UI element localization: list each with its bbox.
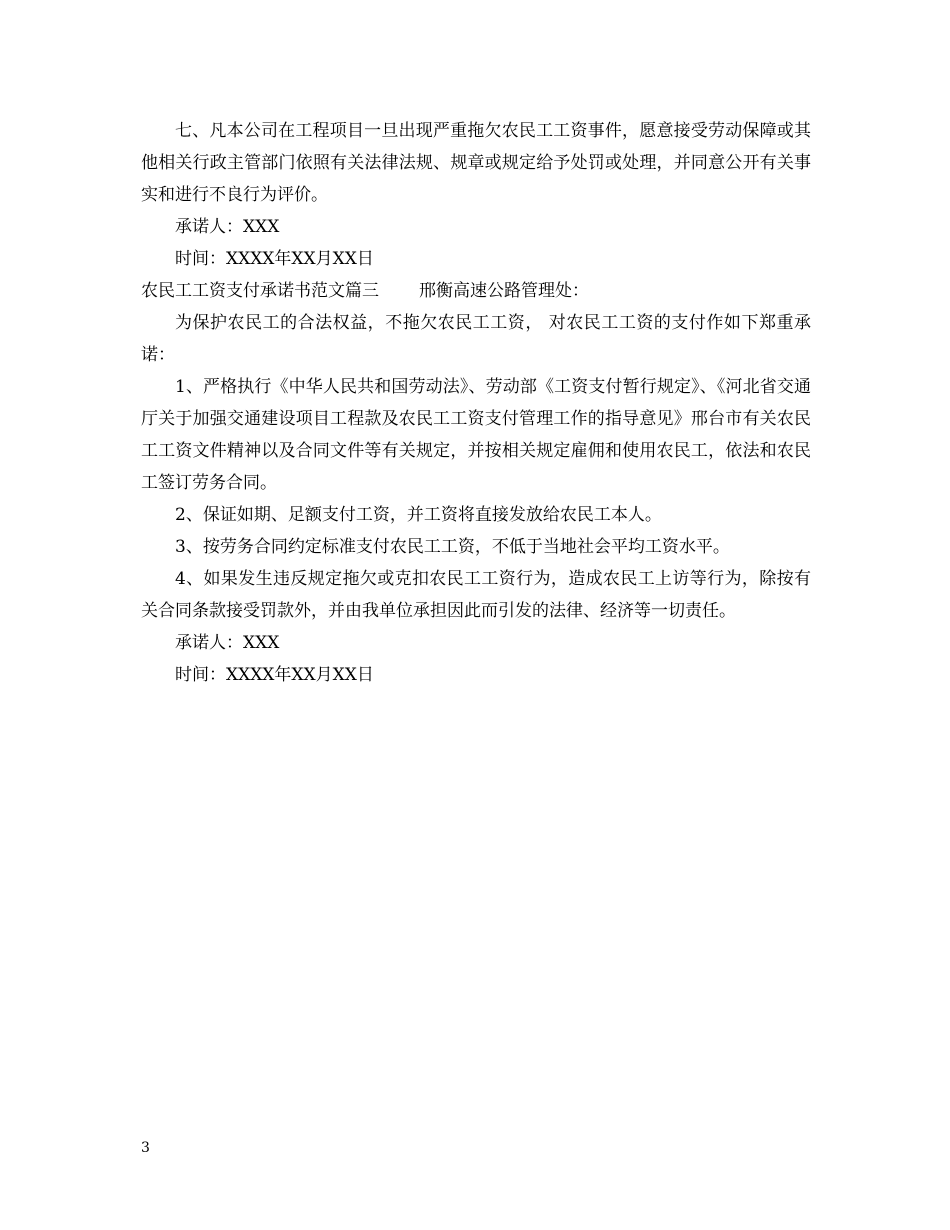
date-line-2: 时间：XXXX年XX月XX日 <box>175 665 374 685</box>
promisor-line-2: 承诺人：XXX <box>175 633 280 653</box>
section-heading <box>141 275 811 307</box>
commitment-item-1: 1、严格执行《中华人民共和国劳动法》、劳动部《工资支付暂行规定》、《河北省交通厅关于加强交通建设项目工程款及农民工工资支付管理工作的指导意见》邢台市有关农民工工资文件精神以及合同文件等有关规定，并按相关规定雇佣和使用农民工，依法和农民工签订劳务合同。 <box>141 377 811 493</box>
commitment-item-4: 4、如果发生违反规定拖欠或克扣农民工工资行为，造成农民工上访等行为，除按有关合同条款接受罚款外，并由我单位承担因此而引发的法律、经济等一切责任。 <box>141 569 811 621</box>
commitment-item-3: 3、按劳务合同约定标准支付农民工工资，不低于当地社会平均工资水平。 <box>175 537 730 557</box>
section-title: 农民工工资支付承诺书范文篇三 <box>141 281 379 301</box>
clause-seven: 七、凡本公司在工程项目一旦出现严重拖欠农民工工资事件，愿意接受劳动保障或其他相关行政主管部门依照有关法律法规、规章或规定给予处罚或处理，并同意公开有关事实和进行不良行为评价。 <box>141 121 811 205</box>
recipient: 邢衡高速公路管理处： <box>419 281 589 301</box>
date-line: 时间：XXXX年XX月XX日 <box>175 249 374 269</box>
promisor-line: 承诺人：XXX <box>175 217 280 237</box>
commitment-item-2: 2、保证如期、足额支付工资，并工资将直接发放给农民工本人。 <box>175 505 662 525</box>
document-body <box>141 115 811 691</box>
page-number: 3 <box>141 1140 150 1156</box>
intro-paragraph: 为保护农民工的合法权益，不拖欠农民工工资， 对农民工工资的支付作如下郑重承诺： <box>141 313 811 365</box>
